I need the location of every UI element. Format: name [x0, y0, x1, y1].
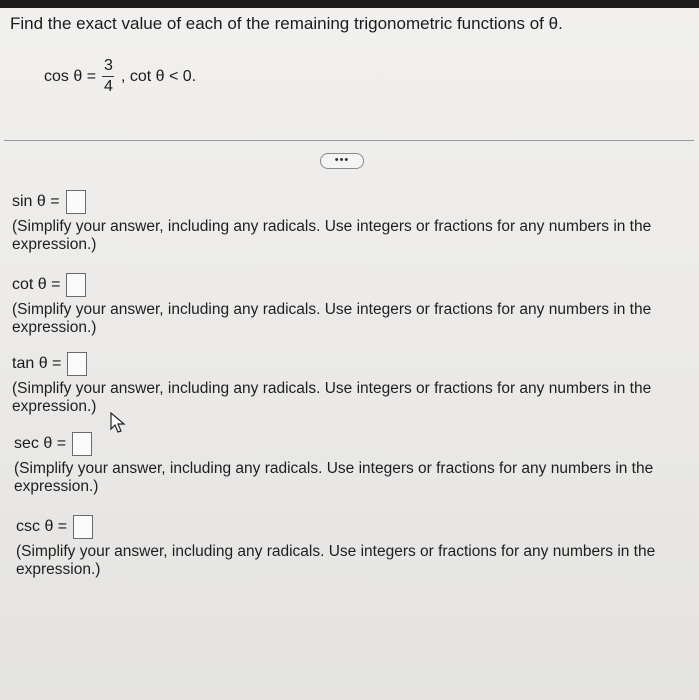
sec-answer-box[interactable] [72, 432, 92, 456]
tan-hint: (Simplify your answer, including any radicals. Use integers or fractions for any numbers in the expression.) [12, 380, 652, 415]
sec-hint: (Simplify your answer, including any radicals. Use integers or fractions for any numbers in the expression.) [14, 460, 654, 495]
answer-cot [12, 273, 692, 337]
more-button[interactable]: ••• [320, 153, 364, 169]
mouse-cursor-icon [110, 412, 126, 434]
sin-label: sin θ = [12, 193, 60, 210]
tan-label: tan θ = [12, 355, 62, 372]
csc-label: csc θ = [16, 518, 68, 535]
cot-label: cot θ = [12, 276, 61, 293]
divider [4, 140, 694, 141]
sin-hint: (Simplify your answer, including any radicals. Use integers or fractions for any numbers in the expression.) [12, 218, 652, 253]
answer-tan [12, 352, 692, 416]
fraction-numerator: 3 [104, 57, 113, 74]
fraction-bar [102, 76, 114, 77]
answer-sec [14, 432, 694, 496]
cot-answer-box[interactable] [66, 273, 86, 297]
sin-answer-box[interactable] [66, 190, 86, 214]
csc-hint: (Simplify your answer, including any radicals. Use integers or fractions for any numbers in the expression.) [16, 543, 656, 578]
fraction [102, 58, 115, 95]
question-text: Find the exact value of each of the remaining trigonometric functions of θ. [10, 14, 563, 33]
answer-csc [16, 515, 696, 579]
cot-hint: (Simplify your answer, including any radicals. Use integers or fractions for any numbers in the expression.) [12, 301, 652, 336]
given-suffix: , cot θ < 0. [120, 67, 197, 85]
top-bar [0, 0, 699, 8]
given-prefix: cos θ = [44, 67, 97, 85]
tan-answer-box[interactable] [67, 352, 87, 376]
fraction-denominator: 4 [104, 78, 113, 95]
sec-label: sec θ = [14, 435, 67, 452]
given-condition [44, 58, 196, 95]
csc-answer-box[interactable] [73, 515, 93, 539]
answer-sin [12, 190, 692, 254]
